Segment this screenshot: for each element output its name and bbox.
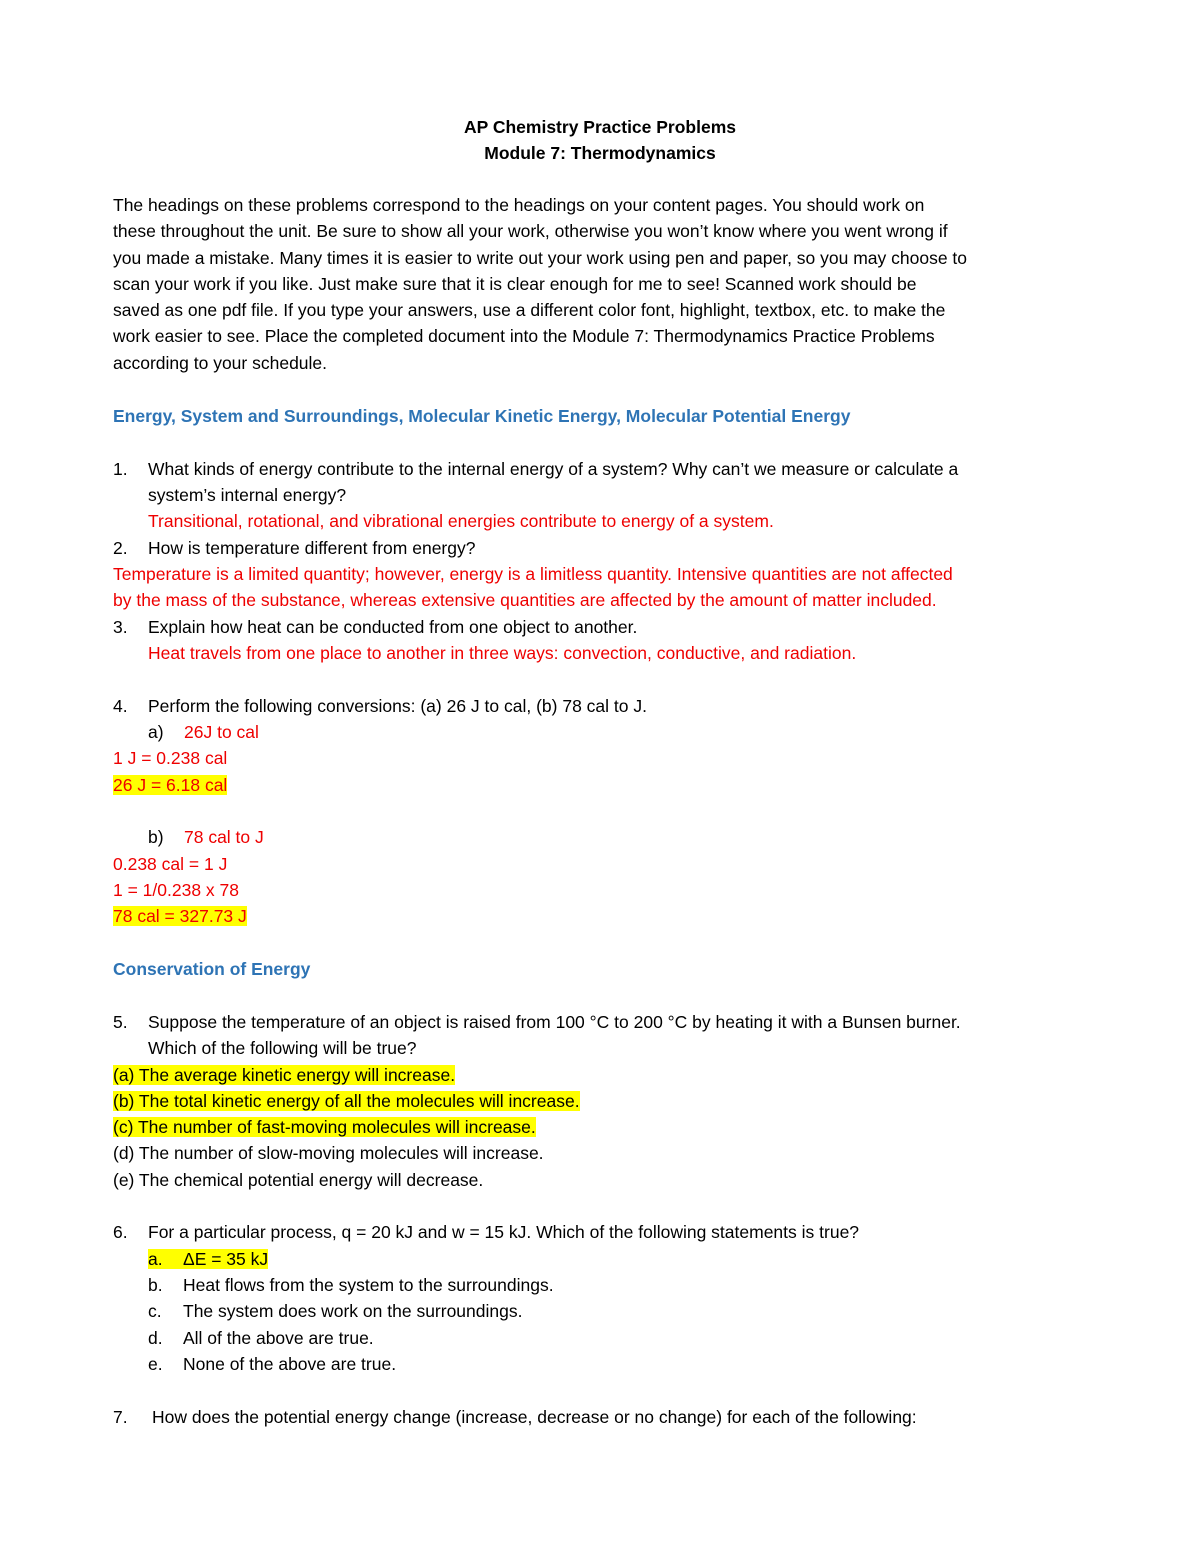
option-d [113,1140,544,1166]
answer-text: 1 J = 0.238 cal [113,748,228,768]
intro-line: you made a mistake. Many times it is easier to write out your work using pen and paper, so you may choose to [113,248,968,268]
question-number: 3. [113,617,128,637]
option-text: All of the above are true. [183,1328,374,1348]
part-b [148,824,264,850]
option-a [148,1246,268,1272]
answer-text: Transitional, rotational, and vibrational energies contribute to energy of a system. [148,511,774,531]
question-number: 4. [113,696,128,716]
answer-text: Temperature is a limited quantity; however, energy is a limitless quantity. Intensive quantities are not affected [113,564,953,584]
option-e [148,1351,396,1377]
question-6 [113,1219,859,1245]
option-text: The system does work on the surroundings. [183,1301,523,1321]
intro-line: work easier to see. Place the completed document into the Module 7: Thermodynamics Practice Problems [113,326,935,346]
intro-line: The headings on these problems correspond to the headings on your content pages. You should work on [113,195,925,215]
option-text: The average kinetic energy will increase. [134,1065,456,1085]
question-5 [113,1009,961,1035]
question-4 [113,693,647,719]
part-label: b) [148,827,164,847]
answer-text: Heat travels from one place to another in three ways: convection, conductive, and radiation. [148,643,857,663]
option-text: The total kinetic energy of all the molecules will increase. [134,1091,580,1111]
intro-line: these throughout the unit. Be sure to show all your work, otherwise you won’t know where you went wrong if [113,221,948,241]
option-letter: d. [148,1328,163,1348]
option-letter: a. [148,1249,163,1269]
option-b [148,1272,554,1298]
question-number: 6. [113,1222,128,1242]
option-text: None of the above are true. [183,1354,397,1374]
option-letter: (b) [113,1091,135,1111]
part-label: a) [148,722,164,742]
question-text: For a particular process, q = 20 kJ and w = 15 kJ. Which of the following statements is true? [148,1222,860,1242]
option-text: The number of slow-moving molecules will increase. [134,1143,544,1163]
option-letter: e. [148,1354,163,1374]
section-heading-energy: Energy, System and Surroundings, Molecular Kinetic Energy, Molecular Potential Energy [113,406,851,426]
option-b [113,1088,580,1114]
option-c [148,1298,522,1324]
question-text-continued: Which of the following will be true? [148,1038,417,1058]
intro-line: according to your schedule. [113,353,328,373]
option-letter: c. [148,1301,162,1321]
option-text: The chemical potential energy will decrease. [134,1170,484,1190]
option-text: The number of fast-moving molecules will increase. [133,1117,536,1137]
page-title: AP Chemistry Practice Problems [463,117,737,137]
option-letter: b. [148,1275,163,1295]
part-text: 78 cal to J [184,827,264,847]
option-letter: (d) [113,1143,135,1163]
question-2 [113,535,475,561]
answer-text: by the mass of the substance, whereas extensive quantities are affected by the amount of matter included. [113,590,937,610]
option-letter: (a) [113,1065,135,1085]
question-text: How does the potential energy change (increase, decrease or no change) for each of the following: [152,1407,917,1427]
part-a [148,719,259,745]
question-number: 5. [113,1012,128,1032]
question-1 [113,456,958,482]
option-c [113,1114,536,1140]
option-letter: (e) [113,1170,135,1190]
option-e [113,1167,483,1193]
option-d [148,1325,374,1351]
question-text: How is temperature different from energy? [148,538,476,558]
question-text-continued: system’s internal energy? [148,485,347,505]
intro-line: saved as one pdf file. If you type your answers, use a different color font, highlight, textbox, etc. to make the [113,300,946,320]
part-text: 26J to cal [184,722,259,742]
highlighted-answer: 78 cal = 327.73 J [113,906,247,926]
option-a [113,1062,455,1088]
question-text: Explain how heat can be conducted from one object to another. [148,617,638,637]
question-text: Perform the following conversions: (a) 26 J to cal, (b) 78 cal to J. [148,696,647,716]
answer-result [113,903,247,929]
option-text: ΔE = 35 kJ [183,1249,269,1269]
intro-line: scan your work if you like. Just make sure that it is clear enough for me to see! Scanned work should be [113,274,917,294]
question-text: Suppose the temperature of an object is raised from 100 °C to 200 °C by heating it with a Bunsen burner. [148,1012,961,1032]
answer-text: 1 = 1/0.238 x 78 [113,880,240,900]
option-letter: (c) [113,1117,134,1137]
question-number: 2. [113,538,128,558]
question-7 [113,1404,917,1430]
question-number: 7. [113,1407,128,1427]
highlighted-answer: 26 J = 6.18 cal [113,775,228,795]
page-subtitle: Module 7: Thermodynamics [484,143,716,163]
answer-result [113,772,227,798]
question-number: 1. [113,459,128,479]
answer-text: 0.238 cal = 1 J [113,854,228,874]
question-3 [113,614,637,640]
option-text: Heat flows from the system to the surroundings. [183,1275,554,1295]
section-heading-conservation: Conservation of Energy [113,959,311,979]
question-text: What kinds of energy contribute to the internal energy of a system? Why can’t we measure or calculate a [148,459,959,479]
